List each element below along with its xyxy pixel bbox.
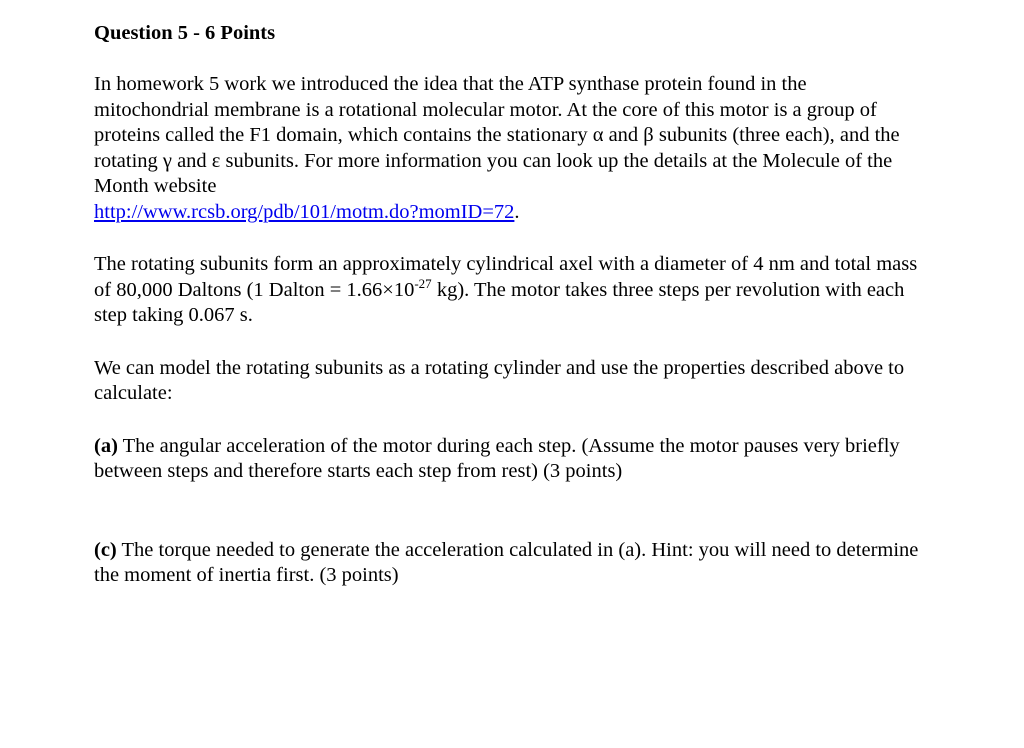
model-paragraph: We can model the rotating subunits as a rotating cylinder and use the properties described above to calculate: — [94, 356, 905, 404]
part-c-label: (c) — [94, 538, 117, 561]
part-a-paragraph — [94, 434, 924, 485]
intro-paragraph — [94, 72, 924, 225]
part-a-text: The angular acceleration of the motor during each step. (Assume the motor pauses very briefly between steps and therefore starts each step from rest) (3 points) — [94, 434, 900, 482]
question-title: Question 5 - 6 Points — [94, 22, 276, 44]
molecule-of-the-month-link[interactable]: http://www.rcsb.org/pdb/101/motm.do?momID=72 — [94, 200, 515, 223]
part-a-label: (a) — [94, 434, 118, 457]
properties-paragraph — [94, 252, 924, 329]
part-c-text: The torque needed to generate the acceleration calculated in (a). Hint: you will need to determine the moment of inertia first. (3 points) — [94, 538, 919, 586]
properties-text-after: kg). The motor takes three steps per revolution with each step taking 0.067 s. — [94, 278, 905, 326]
exponent: -27 — [414, 275, 432, 291]
link-period: . — [514, 200, 520, 223]
document-page — [94, 20, 924, 589]
intro-text: In homework 5 work we introduced the idea that the ATP synthase protein found in the mitochondrial membrane is a rotational molecular motor. At the core of this motor is a group of proteins called the F1 domain, which contains the stationary α and β subunits (three each), and the rotating γ and ε subunits. For more information you can look up the details at the Molecule of the Month website — [94, 73, 900, 197]
properties-text-before: The rotating subunits form an approximately cylindrical axel with a diameter of 4 nm and total mass of 80,000 Daltons (1 Dalton = 1.66×10 — [94, 253, 918, 301]
part-c-paragraph — [94, 538, 924, 589]
